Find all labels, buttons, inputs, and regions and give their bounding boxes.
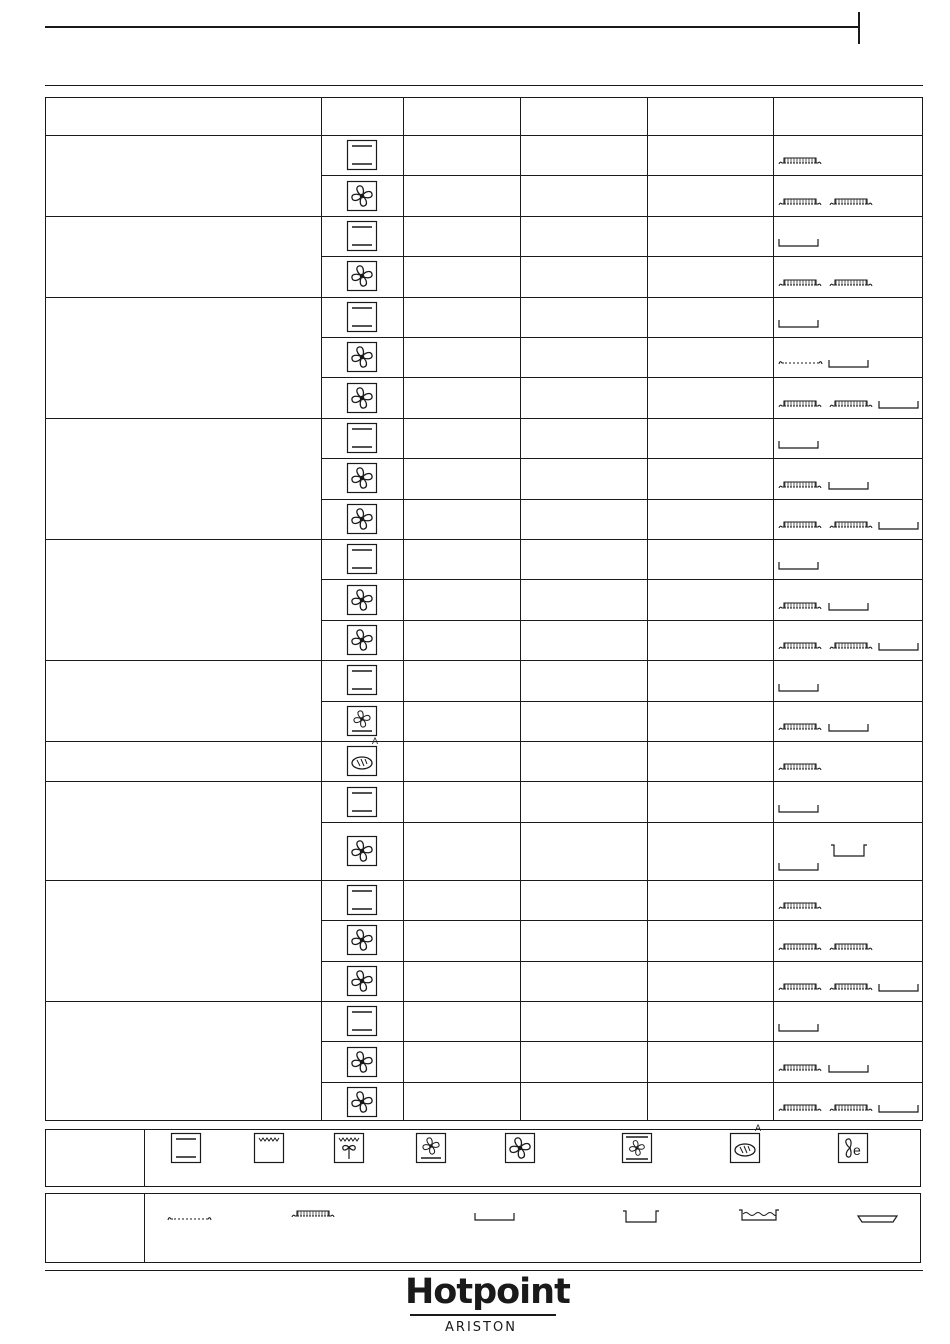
table-row-rule (321, 256, 923, 257)
dish-icon (778, 683, 820, 693)
table-column-divider (773, 97, 774, 1121)
rack-tray-icon (829, 981, 873, 993)
fan-icon (347, 383, 377, 413)
static-heat-icon (347, 665, 377, 695)
static-heat-icon (347, 423, 377, 453)
dish-icon (878, 1104, 920, 1114)
dish-icon (878, 983, 920, 993)
rack-tray-icon (778, 519, 822, 531)
brand-logo: Hotpoint (405, 1272, 570, 1312)
dish-icon (828, 602, 870, 612)
footer-rule (45, 1270, 923, 1271)
rack-tray-icon (778, 277, 822, 289)
table-row-rule (321, 377, 923, 378)
table-group-rule (45, 297, 923, 298)
table-column-divider (520, 97, 521, 1121)
rack-tray-icon (778, 600, 822, 612)
dish-icon (778, 862, 820, 872)
fan-icon (347, 836, 377, 866)
fan-icon (347, 261, 377, 291)
functions-legend-divider (144, 1129, 145, 1187)
static-heat-icon (347, 544, 377, 574)
baking-tray-icon (830, 844, 868, 858)
table-row-rule (321, 822, 923, 823)
fan-grill-icon (347, 706, 377, 736)
table-row-rule (321, 337, 923, 338)
header-rule (45, 26, 860, 28)
table-row-rule (321, 701, 923, 702)
dish-icon (778, 804, 820, 814)
table-row-rule (321, 499, 923, 500)
fan-icon (347, 342, 377, 372)
fan-icon (347, 585, 377, 615)
legend-static-icon (171, 1133, 201, 1163)
legend-baking-tray-icon (622, 1210, 660, 1224)
table-header-rule (45, 135, 923, 136)
dish-icon (778, 440, 820, 450)
table-row-rule (321, 458, 923, 459)
static-heat-icon (347, 787, 377, 817)
svg-text:e: e (853, 1142, 861, 1158)
table-row-rule (321, 579, 923, 580)
fan-icon (347, 463, 377, 493)
legend-fan-bars-icon (622, 1133, 652, 1163)
table-group-rule (45, 216, 923, 217)
legend-bread-auto-icon (730, 1123, 762, 1163)
static-heat-icon (347, 221, 377, 251)
accessories-legend-divider (144, 1193, 145, 1263)
static-heat-icon (347, 1006, 377, 1036)
rack-tray-icon (778, 1102, 822, 1114)
legend-rack-tray-icon (291, 1208, 335, 1220)
table-row-rule (321, 175, 923, 176)
wire-shelf-icon (778, 357, 824, 367)
dish-icon (778, 1023, 820, 1033)
rack-tray-icon (778, 155, 822, 167)
fan-icon (347, 625, 377, 655)
rack-tray-icon (778, 479, 822, 491)
table-row-rule (321, 620, 923, 621)
rack-tray-icon (778, 981, 822, 993)
table-row-rule (321, 920, 923, 921)
table-row-rule (321, 961, 923, 962)
table-column-divider (647, 97, 648, 1121)
rack-tray-icon (829, 277, 873, 289)
table-group-rule (45, 660, 923, 661)
dish-icon (878, 642, 920, 652)
legend-drip-tray-icon (738, 1208, 780, 1222)
rack-tray-icon (829, 196, 873, 208)
dish-icon (828, 723, 870, 733)
dish-icon (828, 481, 870, 491)
dish-icon (778, 561, 820, 571)
legend-eco-fan-icon (838, 1133, 868, 1163)
fan-icon (347, 181, 377, 211)
table-group-rule (45, 781, 923, 782)
dish-icon (828, 359, 870, 369)
rack-tray-icon (829, 941, 873, 953)
static-heat-icon (347, 302, 377, 332)
legend-grill-fan-icon (334, 1133, 364, 1163)
rack-tray-icon (778, 941, 822, 953)
dish-icon (878, 400, 920, 410)
dish-icon (878, 521, 920, 531)
table-row-rule (321, 1041, 923, 1042)
rack-tray-icon (829, 1102, 873, 1114)
rack-tray-icon (778, 398, 822, 410)
table-row-rule (321, 1082, 923, 1083)
accessories-legend (45, 1193, 921, 1263)
table-column-divider (403, 97, 404, 1121)
legend-fan-top-icon (416, 1133, 446, 1163)
rack-tray-icon (778, 761, 822, 773)
static-heat-icon (347, 885, 377, 915)
fan-icon (347, 1047, 377, 1077)
legend-fan-icon (505, 1133, 535, 1163)
table-group-rule (45, 418, 923, 419)
dish-icon (828, 1064, 870, 1074)
rack-tray-icon (778, 640, 822, 652)
fan-icon (347, 925, 377, 955)
legend-shallow-tray-icon (857, 1214, 899, 1224)
svg-text:A: A (755, 1123, 762, 1133)
rack-tray-icon (829, 519, 873, 531)
rack-tray-icon (778, 721, 822, 733)
brand-logo-underline (410, 1314, 556, 1316)
table-group-rule (45, 741, 923, 742)
static-heat-icon (347, 140, 377, 170)
fan-icon (347, 966, 377, 996)
header-rule-2 (45, 85, 923, 86)
dish-icon (778, 319, 820, 329)
table-group-rule (45, 539, 923, 540)
fan-icon (347, 504, 377, 534)
rack-tray-icon (778, 196, 822, 208)
legend-dish-icon (474, 1212, 516, 1222)
table-column-divider (321, 97, 322, 1121)
table-group-rule (45, 1001, 923, 1002)
svg-text:A: A (372, 736, 379, 747)
fan-icon (347, 1087, 377, 1117)
brand-subtitle: ARISTON (445, 1320, 517, 1335)
legend-grill-icon (254, 1133, 284, 1163)
rack-tray-icon (829, 398, 873, 410)
bread-auto-icon (347, 736, 379, 776)
table-group-rule (45, 880, 923, 881)
rack-tray-icon (829, 640, 873, 652)
rack-tray-icon (778, 1062, 822, 1074)
legend-wire-shelf-icon (167, 1213, 213, 1223)
header-tick (858, 12, 860, 44)
dish-icon (778, 238, 820, 248)
rack-tray-icon (778, 900, 822, 912)
